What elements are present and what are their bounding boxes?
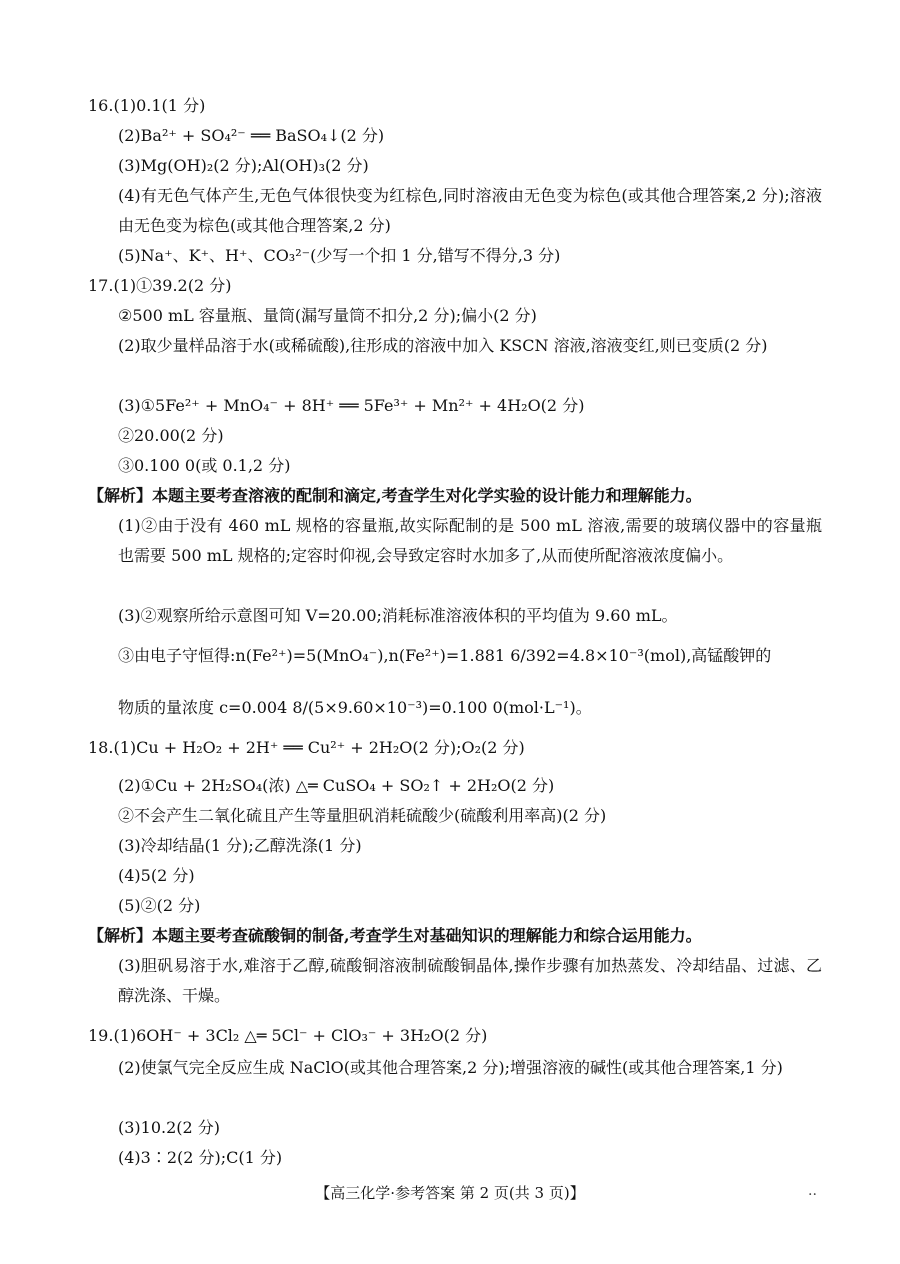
answer-line: (3)10.2(2 分)	[118, 1118, 221, 1137]
answer-line: (5)②(2 分)	[118, 896, 201, 915]
answer-line: 19.(1)6OH⁻ + 3Cl₂ △═ 5Cl⁻ + ClO₃⁻ + 3H₂O(2 分)	[88, 1026, 488, 1045]
answer-line: (4)有无色气体产生,无色气体很快变为红棕色,同时溶液由无色变为棕色(或其他合理答案,2 分);溶液由无色变为棕色(或其他合理答案,2 分)	[118, 186, 822, 235]
answer-line: 17.(1)①39.2(2 分)	[88, 276, 232, 295]
answer-line: (2)①Cu + 2H₂SO₄(浓) △═ CuSO₄ + SO₂↑ + 2H₂O(2 分)	[118, 776, 555, 795]
answer-line: 16.(1)0.1(1 分)	[88, 96, 206, 115]
answer-line: (4)5(2 分)	[118, 866, 195, 885]
answer-line: ②20.00(2 分)	[118, 426, 224, 445]
answer-line: (3)冷却结晶(1 分);乙醇洗涤(1 分)	[118, 836, 362, 855]
answer-line: (2)使氯气完全反应生成 NaClO(或其他合理答案,2 分);增强溶液的碱性(或其他合理答案,1 分)	[118, 1058, 783, 1077]
answer-line: (3)①5Fe²⁺ + MnO₄⁻ + 8H⁺ ══ 5Fe³⁺ + Mn²⁺ + 4H₂O(2 分)	[118, 396, 585, 415]
answer-line: 18.(1)Cu + H₂O₂ + 2H⁺ ══ Cu²⁺ + 2H₂O(2 分);O₂(2 分)	[88, 738, 525, 757]
answer-line: (3)Mg(OH)₂(2 分);Al(OH)₃(2 分)	[118, 156, 369, 175]
answer-line: (3)胆矾易溶于水,难溶于乙醇,硫酸铜溶液制硫酸铜晶体,操作步骤有加热蒸发、冷却结晶、过滤、乙醇洗涤、干燥。	[118, 956, 822, 1005]
answer-line: (5)Na⁺、K⁺、H⁺、CO₃²⁻(少写一个扣 1 分,错写不得分,3 分)	[118, 246, 561, 265]
answer-line: (4)3∶2(2 分);C(1 分)	[118, 1148, 283, 1167]
answer-line: ③由电子守恒得:n(Fe²⁺)=5(MnO₄⁻),n(Fe²⁺)=1.881 6/392=4.8×10⁻³(mol),高锰酸钾的	[118, 646, 772, 665]
answer-line: (1)②由于没有 460 mL 规格的容量瓶,故实际配制的是 500 mL 溶液,需要的玻璃仪器中的容量瓶也需要 500 mL 规格的;定容时仰视,会导致定容时水加多了,从而使所配溶液浓度偏小。	[118, 516, 822, 565]
footer-mark: ..	[808, 1183, 817, 1199]
answer-line: ②500 mL 容量瓶、量筒(漏写量筒不扣分,2 分);偏小(2 分)	[118, 306, 537, 325]
answer-line: ③0.100 0(或 0.1,2 分)	[118, 456, 291, 475]
answer-line: 物质的量浓度 c=0.004 8/(5×9.60×10⁻³)=0.100 0(mol·L⁻¹)。	[118, 698, 592, 717]
page-footer: 【高三化学·参考答案 第 2 页(共 3 页)】	[315, 1184, 585, 1202]
answer-line: ②不会产生二氧化硫且产生等量胆矾消耗硫酸少(硫酸利用率高)(2 分)	[118, 806, 607, 825]
answer-line: (2)取少量样品溶于水(或稀硫酸),往形成的溶液中加入 KSCN 溶液,溶液变红,则已变质(2 分)	[118, 336, 768, 355]
answer-line: 【解析】本题主要考查溶液的配制和滴定,考查学生对化学实验的设计能力和理解能力。	[88, 486, 702, 505]
answer-line: (2)Ba²⁺ + SO₄²⁻ ══ BaSO₄↓(2 分)	[118, 126, 385, 145]
answer-line: (3)②观察所给示意图可知 V=20.00;消耗标准溶液体积的平均值为 9.60 mL。	[118, 606, 678, 625]
answer-line: 【解析】本题主要考查硫酸铜的制备,考查学生对基础知识的理解能力和综合运用能力。	[88, 926, 702, 945]
